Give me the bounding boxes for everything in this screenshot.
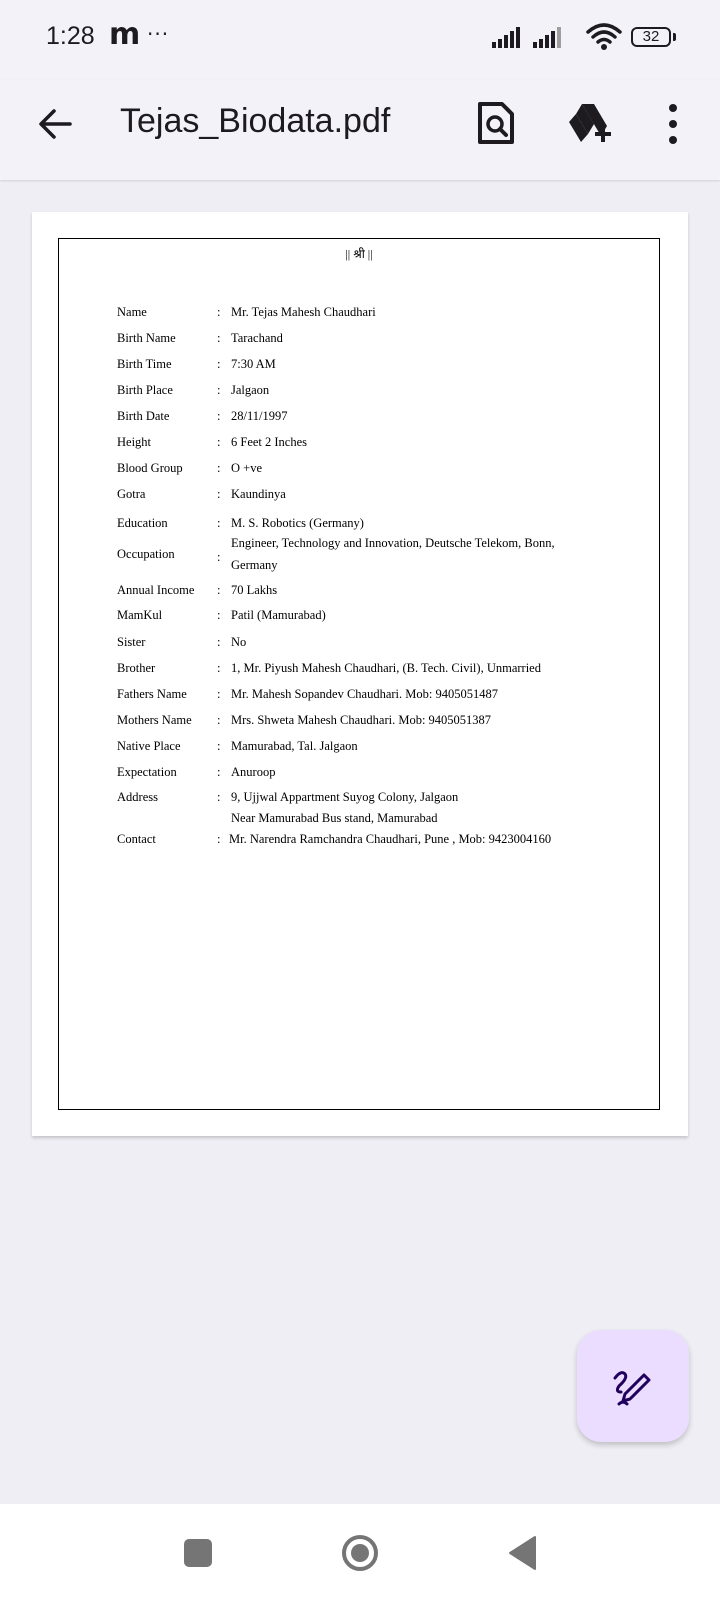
field-label: Birth Date bbox=[117, 409, 170, 423]
field-label: Blood Group bbox=[117, 461, 183, 475]
more-notifications-icon: ··· bbox=[147, 22, 170, 46]
pdf-page[interactable] bbox=[32, 212, 688, 1136]
field-label: Birth Name bbox=[117, 331, 176, 345]
field-label: Fathers Name bbox=[117, 687, 187, 701]
document-title: Tejas_Biodata.pdf bbox=[120, 102, 391, 140]
status-bar bbox=[0, 0, 720, 80]
invocation-heading: || श्री || bbox=[345, 247, 373, 261]
notification-app-icon: m bbox=[109, 17, 141, 52]
battery-tip bbox=[673, 33, 676, 41]
field-value: Kaundinya bbox=[231, 487, 286, 501]
top-app-bar bbox=[0, 80, 720, 180]
field-label: Expectation bbox=[117, 765, 177, 779]
system-navigation-bar bbox=[0, 1504, 720, 1600]
field-value: 9, Ujjwal Appartment Suyog Colony, Jalgaon bbox=[231, 790, 459, 804]
field-value: M. S. Robotics (Germany) bbox=[231, 516, 364, 530]
more-vert-icon[interactable] bbox=[663, 102, 683, 146]
signal-strength-icon bbox=[492, 26, 524, 48]
field-value: O +ve bbox=[231, 461, 262, 475]
field-value: Mrs. Shweta Mahesh Chaudhari. Mob: 9405051387 bbox=[231, 713, 492, 727]
annotate-fab-button[interactable] bbox=[577, 1330, 689, 1442]
field-label: Education bbox=[117, 516, 168, 530]
field-value: Engineer, Technology and Innovation, Deutsche Telekom, Bonn, bbox=[231, 536, 555, 550]
document-border: || श्री || Name : Mr. Tejas Mahesh Chaudhari Birth Name : Tarachand Birth Time : 7:30 AM Birth Place : Jalgaon Birth Date : 28/11/1997 Height : 6 Feet 2 Inches Blood Group : O +ve Gotra : Kaundinya Education : M. S. Robotics (Germany) Occupation : Engineer, Technology and Innovation, Deutsche Telekom, Bonn, Germany Annual Income : 70 Lakhs MamKul : Patil (Mamurabad) Sister : No Brother : 1, Mr. Piyush Mahesh Chaudhari, (B. Tech. Civil), Unmarried Fathers Name : Mr. Mahesh Sopandev Chaudhari. Mob: 9405051487 Mothers Name : Mrs. Shweta Mahesh Chaudhari. Mob: 9405051387 Native Place : Mamurabad, Tal. Jalgaon Expectation : Anuroop Address : 9, Ujjwal Appartment Suyog Colony, Jalgaon Near Mamurabad Bus stand, Mamurabad Contact : Mr. Narendra Ramchandra Chaudhari, Pune , Mob: 9423004160 bbox=[58, 238, 660, 1110]
status-time: 1:28 bbox=[46, 22, 95, 50]
field-label: Contact bbox=[117, 832, 156, 846]
field-label: Height bbox=[117, 435, 152, 449]
field-label: Birth Time bbox=[117, 357, 172, 371]
field-label: Annual Income bbox=[117, 583, 195, 597]
field-label: Sister bbox=[117, 635, 146, 649]
field-label: Brother bbox=[117, 661, 156, 675]
home-button[interactable] bbox=[341, 1534, 379, 1572]
field-value: Patil (Mamurabad) bbox=[231, 608, 326, 622]
recents-button[interactable] bbox=[184, 1539, 212, 1567]
nav-back-button[interactable] bbox=[507, 1535, 537, 1571]
field-value: Anuroop bbox=[231, 765, 276, 779]
battery-icon: 32 bbox=[631, 27, 671, 47]
field-value-continued: Near Mamurabad Bus stand, Mamurabad bbox=[231, 811, 438, 825]
field-value: 1, Mr. Piyush Mahesh Chaudhari, (B. Tech. Civil), Unmarried bbox=[231, 661, 541, 675]
arrow-back-icon[interactable] bbox=[34, 102, 78, 146]
signal-strength-icon-2 bbox=[533, 26, 565, 48]
wifi-icon bbox=[586, 22, 622, 52]
field-value: Mr. Narendra Ramchandra Chaudhari, Pune , Mob: 9423004160 bbox=[229, 832, 552, 846]
field-label: Mothers Name bbox=[117, 713, 192, 727]
edit-annotate-icon bbox=[611, 1364, 655, 1408]
field-value: Jalgaon bbox=[231, 383, 270, 397]
field-value: 7:30 AM bbox=[231, 357, 276, 371]
field-label: MamKul bbox=[117, 608, 163, 622]
field-value: Tarachand bbox=[231, 331, 283, 345]
field-label: Name bbox=[117, 305, 147, 319]
field-value-continued: Germany bbox=[231, 558, 278, 572]
field-value: Mr. Tejas Mahesh Chaudhari bbox=[231, 305, 376, 319]
field-value: 6 Feet 2 Inches bbox=[231, 435, 308, 449]
field-label: Occupation bbox=[117, 547, 175, 561]
field-value: Mr. Mahesh Sopandev Chaudhari. Mob: 9405051487 bbox=[231, 687, 498, 701]
field-value: 28/11/1997 bbox=[231, 409, 288, 423]
field-label: Birth Place bbox=[117, 383, 173, 397]
field-label: Native Place bbox=[117, 739, 181, 753]
field-label: Address bbox=[117, 790, 158, 804]
field-value: Mamurabad, Tal. Jalgaon bbox=[231, 739, 358, 753]
field-label: Gotra bbox=[117, 487, 146, 501]
add-to-drive-icon[interactable] bbox=[567, 100, 615, 146]
field-value: No bbox=[231, 635, 247, 649]
find-in-page-icon[interactable] bbox=[476, 100, 516, 146]
field-value: 70 Lakhs bbox=[231, 583, 278, 597]
